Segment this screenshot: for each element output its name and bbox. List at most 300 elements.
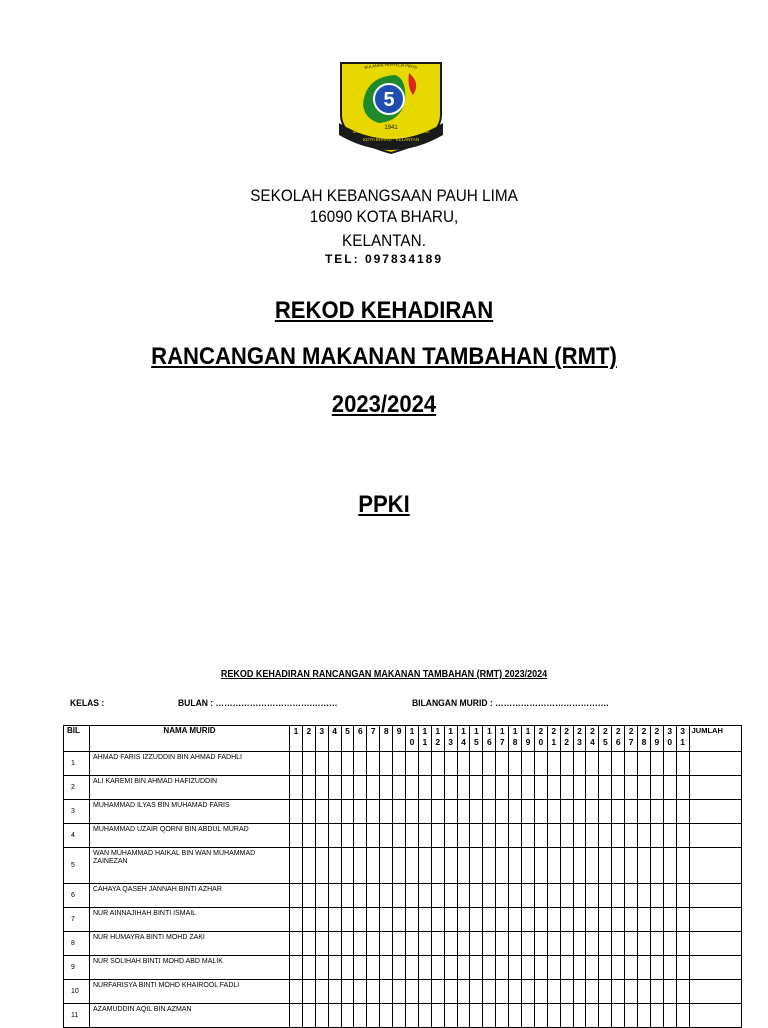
attendance-cell[interactable] [612, 908, 625, 932]
attendance-cell[interactable] [302, 800, 315, 824]
attendance-cell[interactable] [586, 800, 599, 824]
attendance-cell[interactable] [573, 956, 586, 980]
attendance-cell[interactable] [444, 980, 457, 1004]
attendance-cell[interactable] [573, 884, 586, 908]
attendance-cell[interactable] [483, 908, 496, 932]
attendance-cell[interactable] [638, 932, 651, 956]
attendance-cell[interactable] [496, 776, 509, 800]
attendance-cell[interactable] [547, 800, 560, 824]
attendance-cell[interactable] [599, 824, 612, 848]
attendance-cell[interactable] [418, 884, 431, 908]
attendance-cell[interactable] [380, 884, 393, 908]
attendance-cell[interactable] [638, 884, 651, 908]
attendance-cell[interactable] [496, 980, 509, 1004]
attendance-cell[interactable] [418, 980, 431, 1004]
attendance-cell[interactable] [457, 980, 470, 1004]
attendance-cell[interactable] [547, 908, 560, 932]
attendance-cell[interactable] [586, 776, 599, 800]
attendance-cell[interactable] [638, 800, 651, 824]
attendance-cell[interactable] [290, 884, 303, 908]
attendance-cell[interactable] [547, 776, 560, 800]
attendance-cell[interactable] [663, 884, 676, 908]
attendance-cell[interactable] [509, 752, 522, 776]
attendance-cell[interactable] [406, 848, 419, 884]
attendance-cell[interactable] [638, 824, 651, 848]
attendance-cell[interactable] [380, 848, 393, 884]
attendance-cell[interactable] [663, 752, 676, 776]
attendance-cell[interactable] [328, 932, 341, 956]
attendance-cell[interactable] [393, 776, 406, 800]
attendance-cell[interactable] [638, 776, 651, 800]
attendance-cell[interactable] [367, 980, 380, 1004]
attendance-cell[interactable] [354, 848, 367, 884]
attendance-cell[interactable] [650, 752, 663, 776]
attendance-cell[interactable] [354, 980, 367, 1004]
attendance-cell[interactable] [418, 908, 431, 932]
attendance-cell[interactable] [534, 980, 547, 1004]
attendance-cell[interactable] [612, 980, 625, 1004]
attendance-cell[interactable] [676, 800, 689, 824]
attendance-cell[interactable] [431, 848, 444, 884]
attendance-cell[interactable] [431, 776, 444, 800]
attendance-cell[interactable] [663, 932, 676, 956]
attendance-cell[interactable] [380, 752, 393, 776]
attendance-cell[interactable] [302, 932, 315, 956]
attendance-cell[interactable] [547, 824, 560, 848]
attendance-cell[interactable] [315, 824, 328, 848]
attendance-cell[interactable] [354, 776, 367, 800]
attendance-cell[interactable] [573, 848, 586, 884]
attendance-cell[interactable] [406, 824, 419, 848]
attendance-cell[interactable] [315, 776, 328, 800]
attendance-cell[interactable] [522, 800, 535, 824]
attendance-cell[interactable] [393, 956, 406, 980]
attendance-cell[interactable] [380, 980, 393, 1004]
attendance-cell[interactable] [380, 800, 393, 824]
attendance-cell[interactable] [470, 956, 483, 980]
attendance-cell[interactable] [638, 848, 651, 884]
attendance-cell[interactable] [393, 884, 406, 908]
attendance-cell[interactable] [534, 908, 547, 932]
attendance-cell[interactable] [444, 824, 457, 848]
attendance-cell[interactable] [534, 884, 547, 908]
attendance-cell[interactable] [341, 776, 354, 800]
attendance-cell[interactable] [354, 800, 367, 824]
attendance-cell[interactable] [328, 776, 341, 800]
attendance-cell[interactable] [341, 980, 354, 1004]
attendance-cell[interactable] [509, 776, 522, 800]
attendance-cell[interactable] [457, 848, 470, 884]
attendance-cell[interactable] [586, 908, 599, 932]
attendance-cell[interactable] [431, 752, 444, 776]
attendance-cell[interactable] [406, 908, 419, 932]
attendance-cell[interactable] [612, 956, 625, 980]
attendance-cell[interactable] [547, 980, 560, 1004]
attendance-cell[interactable] [509, 800, 522, 824]
attendance-cell[interactable] [676, 932, 689, 956]
attendance-cell[interactable] [328, 884, 341, 908]
attendance-cell[interactable] [393, 908, 406, 932]
attendance-cell[interactable] [444, 776, 457, 800]
attendance-cell[interactable] [483, 932, 496, 956]
attendance-cell[interactable] [599, 980, 612, 1004]
attendance-cell[interactable] [431, 884, 444, 908]
attendance-cell[interactable] [625, 932, 638, 956]
attendance-cell[interactable] [418, 800, 431, 824]
attendance-cell[interactable] [676, 776, 689, 800]
attendance-cell[interactable] [625, 776, 638, 800]
attendance-cell[interactable] [328, 800, 341, 824]
attendance-cell[interactable] [638, 752, 651, 776]
attendance-cell[interactable] [406, 752, 419, 776]
attendance-cell[interactable] [393, 752, 406, 776]
attendance-cell[interactable] [444, 800, 457, 824]
attendance-cell[interactable] [573, 776, 586, 800]
attendance-cell[interactable] [638, 956, 651, 980]
attendance-cell[interactable] [290, 800, 303, 824]
attendance-cell[interactable] [457, 800, 470, 824]
attendance-cell[interactable] [470, 932, 483, 956]
attendance-cell[interactable] [444, 884, 457, 908]
attendance-cell[interactable] [302, 908, 315, 932]
attendance-cell[interactable] [509, 884, 522, 908]
attendance-cell[interactable] [522, 908, 535, 932]
attendance-cell[interactable] [676, 884, 689, 908]
attendance-cell[interactable] [380, 824, 393, 848]
attendance-cell[interactable] [470, 752, 483, 776]
attendance-cell[interactable] [573, 800, 586, 824]
attendance-cell[interactable] [457, 908, 470, 932]
attendance-cell[interactable] [625, 800, 638, 824]
attendance-cell[interactable] [560, 980, 573, 1004]
attendance-cell[interactable] [470, 848, 483, 884]
attendance-cell[interactable] [496, 824, 509, 848]
attendance-cell[interactable] [328, 956, 341, 980]
jumlah-cell[interactable] [689, 980, 741, 1004]
attendance-cell[interactable] [496, 800, 509, 824]
attendance-cell[interactable] [599, 776, 612, 800]
attendance-cell[interactable] [547, 956, 560, 980]
attendance-cell[interactable] [560, 776, 573, 800]
attendance-cell[interactable] [367, 824, 380, 848]
attendance-cell[interactable] [522, 848, 535, 884]
jumlah-cell[interactable] [689, 932, 741, 956]
attendance-cell[interactable] [290, 956, 303, 980]
attendance-cell[interactable] [496, 884, 509, 908]
attendance-cell[interactable] [315, 884, 328, 908]
attendance-cell[interactable] [354, 932, 367, 956]
jumlah-cell[interactable] [689, 800, 741, 824]
attendance-cell[interactable] [625, 824, 638, 848]
attendance-cell[interactable] [290, 824, 303, 848]
attendance-cell[interactable] [380, 776, 393, 800]
attendance-cell[interactable] [522, 752, 535, 776]
attendance-cell[interactable] [496, 848, 509, 884]
attendance-cell[interactable] [496, 956, 509, 980]
attendance-cell[interactable] [676, 824, 689, 848]
attendance-cell[interactable] [663, 776, 676, 800]
attendance-cell[interactable] [599, 752, 612, 776]
attendance-cell[interactable] [367, 932, 380, 956]
attendance-cell[interactable] [315, 932, 328, 956]
attendance-cell[interactable] [315, 908, 328, 932]
attendance-cell[interactable] [431, 980, 444, 1004]
attendance-cell[interactable] [638, 980, 651, 1004]
attendance-cell[interactable] [599, 884, 612, 908]
attendance-cell[interactable] [315, 752, 328, 776]
attendance-cell[interactable] [315, 980, 328, 1004]
jumlah-cell[interactable] [689, 884, 741, 908]
attendance-cell[interactable] [522, 776, 535, 800]
attendance-cell[interactable] [509, 848, 522, 884]
attendance-cell[interactable] [676, 908, 689, 932]
attendance-cell[interactable] [290, 752, 303, 776]
attendance-cell[interactable] [560, 848, 573, 884]
attendance-cell[interactable] [328, 980, 341, 1004]
attendance-cell[interactable] [560, 884, 573, 908]
attendance-cell[interactable] [573, 932, 586, 956]
attendance-cell[interactable] [483, 824, 496, 848]
attendance-cell[interactable] [444, 848, 457, 884]
attendance-cell[interactable] [483, 776, 496, 800]
attendance-cell[interactable] [625, 980, 638, 1004]
attendance-cell[interactable] [483, 884, 496, 908]
attendance-cell[interactable] [380, 956, 393, 980]
attendance-cell[interactable] [457, 884, 470, 908]
attendance-cell[interactable] [470, 824, 483, 848]
attendance-cell[interactable] [302, 752, 315, 776]
attendance-cell[interactable] [522, 932, 535, 956]
attendance-cell[interactable] [547, 848, 560, 884]
attendance-cell[interactable] [509, 932, 522, 956]
attendance-cell[interactable] [625, 884, 638, 908]
attendance-cell[interactable] [444, 956, 457, 980]
attendance-cell[interactable] [367, 800, 380, 824]
attendance-cell[interactable] [650, 908, 663, 932]
attendance-cell[interactable] [650, 884, 663, 908]
attendance-cell[interactable] [522, 956, 535, 980]
attendance-cell[interactable] [663, 824, 676, 848]
attendance-cell[interactable] [367, 848, 380, 884]
attendance-cell[interactable] [457, 932, 470, 956]
attendance-cell[interactable] [406, 800, 419, 824]
attendance-cell[interactable] [625, 956, 638, 980]
attendance-cell[interactable] [341, 800, 354, 824]
attendance-cell[interactable] [625, 908, 638, 932]
attendance-cell[interactable] [625, 752, 638, 776]
attendance-cell[interactable] [522, 824, 535, 848]
attendance-cell[interactable] [586, 980, 599, 1004]
attendance-cell[interactable] [431, 932, 444, 956]
attendance-cell[interactable] [522, 980, 535, 1004]
attendance-cell[interactable] [534, 752, 547, 776]
attendance-cell[interactable] [483, 848, 496, 884]
attendance-cell[interactable] [612, 752, 625, 776]
attendance-cell[interactable] [444, 752, 457, 776]
attendance-cell[interactable] [509, 956, 522, 980]
attendance-cell[interactable] [650, 800, 663, 824]
attendance-cell[interactable] [547, 932, 560, 956]
jumlah-cell[interactable] [689, 752, 741, 776]
attendance-cell[interactable] [393, 848, 406, 884]
attendance-cell[interactable] [663, 980, 676, 1004]
attendance-cell[interactable] [676, 752, 689, 776]
attendance-cell[interactable] [418, 776, 431, 800]
attendance-cell[interactable] [534, 956, 547, 980]
attendance-cell[interactable] [676, 980, 689, 1004]
attendance-cell[interactable] [341, 824, 354, 848]
attendance-cell[interactable] [302, 776, 315, 800]
attendance-cell[interactable] [560, 908, 573, 932]
attendance-cell[interactable] [586, 956, 599, 980]
attendance-cell[interactable] [418, 824, 431, 848]
attendance-cell[interactable] [341, 848, 354, 884]
attendance-cell[interactable] [650, 956, 663, 980]
attendance-cell[interactable] [341, 956, 354, 980]
attendance-cell[interactable] [431, 824, 444, 848]
attendance-cell[interactable] [406, 776, 419, 800]
attendance-cell[interactable] [380, 908, 393, 932]
attendance-cell[interactable] [470, 884, 483, 908]
attendance-cell[interactable] [650, 848, 663, 884]
attendance-cell[interactable] [599, 932, 612, 956]
attendance-cell[interactable] [509, 824, 522, 848]
attendance-cell[interactable] [573, 980, 586, 1004]
attendance-cell[interactable] [354, 908, 367, 932]
attendance-cell[interactable] [663, 800, 676, 824]
attendance-cell[interactable] [509, 980, 522, 1004]
attendance-cell[interactable] [367, 884, 380, 908]
attendance-cell[interactable] [599, 956, 612, 980]
attendance-cell[interactable] [406, 956, 419, 980]
attendance-cell[interactable] [457, 956, 470, 980]
attendance-cell[interactable] [650, 776, 663, 800]
attendance-cell[interactable] [534, 848, 547, 884]
attendance-cell[interactable] [290, 908, 303, 932]
attendance-cell[interactable] [418, 848, 431, 884]
attendance-cell[interactable] [586, 932, 599, 956]
attendance-cell[interactable] [534, 776, 547, 800]
attendance-cell[interactable] [367, 908, 380, 932]
attendance-cell[interactable] [470, 800, 483, 824]
attendance-cell[interactable] [534, 800, 547, 824]
attendance-cell[interactable] [534, 932, 547, 956]
attendance-cell[interactable] [663, 956, 676, 980]
attendance-cell[interactable] [367, 776, 380, 800]
attendance-cell[interactable] [380, 932, 393, 956]
attendance-cell[interactable] [354, 824, 367, 848]
attendance-cell[interactable] [315, 800, 328, 824]
attendance-cell[interactable] [676, 848, 689, 884]
attendance-cell[interactable] [290, 776, 303, 800]
attendance-cell[interactable] [328, 824, 341, 848]
attendance-cell[interactable] [663, 848, 676, 884]
attendance-cell[interactable] [560, 932, 573, 956]
attendance-cell[interactable] [444, 908, 457, 932]
attendance-cell[interactable] [431, 956, 444, 980]
attendance-cell[interactable] [328, 848, 341, 884]
attendance-cell[interactable] [638, 908, 651, 932]
attendance-cell[interactable] [290, 980, 303, 1004]
attendance-cell[interactable] [418, 932, 431, 956]
attendance-cell[interactable] [547, 752, 560, 776]
attendance-cell[interactable] [650, 980, 663, 1004]
attendance-cell[interactable] [470, 980, 483, 1004]
attendance-cell[interactable] [444, 932, 457, 956]
jumlah-cell[interactable] [689, 824, 741, 848]
attendance-cell[interactable] [470, 776, 483, 800]
attendance-cell[interactable] [650, 932, 663, 956]
attendance-cell[interactable] [431, 800, 444, 824]
attendance-cell[interactable] [418, 956, 431, 980]
attendance-cell[interactable] [457, 752, 470, 776]
attendance-cell[interactable] [393, 824, 406, 848]
attendance-cell[interactable] [496, 932, 509, 956]
attendance-cell[interactable] [586, 848, 599, 884]
attendance-cell[interactable] [612, 824, 625, 848]
attendance-cell[interactable] [328, 752, 341, 776]
attendance-cell[interactable] [457, 776, 470, 800]
attendance-cell[interactable] [483, 956, 496, 980]
attendance-cell[interactable] [341, 932, 354, 956]
attendance-cell[interactable] [315, 848, 328, 884]
attendance-cell[interactable] [393, 800, 406, 824]
attendance-cell[interactable] [560, 956, 573, 980]
attendance-cell[interactable] [586, 824, 599, 848]
attendance-cell[interactable] [457, 824, 470, 848]
attendance-cell[interactable] [599, 800, 612, 824]
attendance-cell[interactable] [406, 932, 419, 956]
attendance-cell[interactable] [676, 956, 689, 980]
attendance-cell[interactable] [341, 752, 354, 776]
attendance-cell[interactable] [483, 800, 496, 824]
attendance-cell[interactable] [483, 980, 496, 1004]
attendance-cell[interactable] [315, 956, 328, 980]
attendance-cell[interactable] [496, 752, 509, 776]
attendance-cell[interactable] [302, 848, 315, 884]
attendance-cell[interactable] [612, 932, 625, 956]
attendance-cell[interactable] [573, 908, 586, 932]
attendance-cell[interactable] [612, 848, 625, 884]
attendance-cell[interactable] [393, 980, 406, 1004]
attendance-cell[interactable] [406, 980, 419, 1004]
attendance-cell[interactable] [586, 884, 599, 908]
attendance-cell[interactable] [612, 884, 625, 908]
attendance-cell[interactable] [650, 824, 663, 848]
attendance-cell[interactable] [393, 932, 406, 956]
attendance-cell[interactable] [406, 884, 419, 908]
attendance-cell[interactable] [663, 908, 676, 932]
jumlah-cell[interactable] [689, 908, 741, 932]
attendance-cell[interactable] [354, 884, 367, 908]
attendance-cell[interactable] [612, 776, 625, 800]
attendance-cell[interactable] [341, 908, 354, 932]
attendance-cell[interactable] [573, 752, 586, 776]
attendance-cell[interactable] [612, 800, 625, 824]
attendance-cell[interactable] [354, 752, 367, 776]
attendance-cell[interactable] [547, 884, 560, 908]
attendance-cell[interactable] [290, 932, 303, 956]
attendance-cell[interactable] [328, 908, 341, 932]
attendance-cell[interactable] [483, 752, 496, 776]
attendance-cell[interactable] [560, 800, 573, 824]
attendance-cell[interactable] [367, 752, 380, 776]
attendance-cell[interactable] [367, 956, 380, 980]
jumlah-cell[interactable] [689, 848, 741, 884]
attendance-cell[interactable] [599, 908, 612, 932]
attendance-cell[interactable] [418, 752, 431, 776]
attendance-cell[interactable] [470, 908, 483, 932]
